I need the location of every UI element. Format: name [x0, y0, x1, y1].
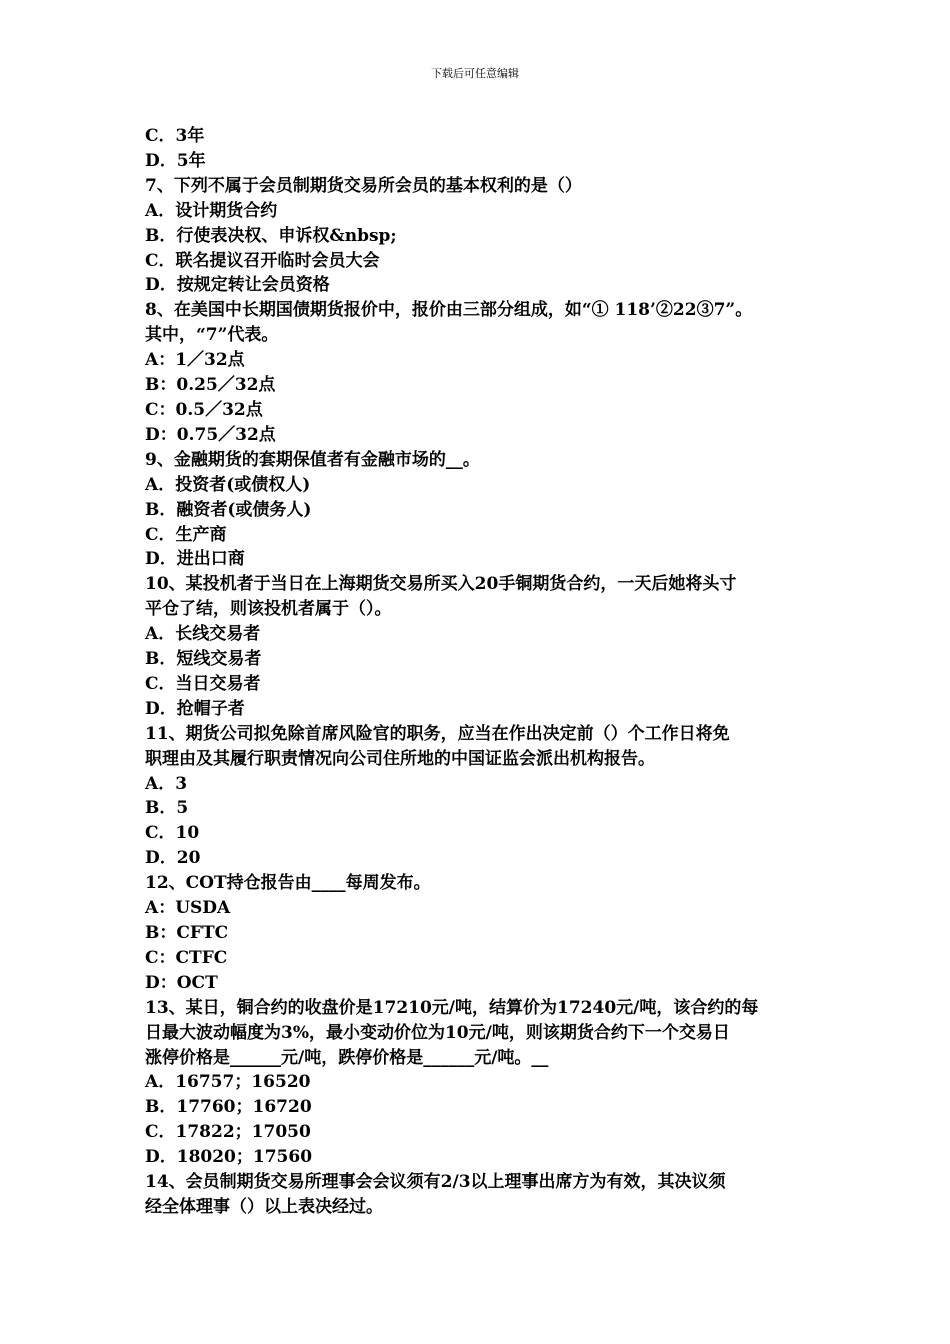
option-line: D．5年 [145, 150, 206, 171]
option-line: B：CFTC [145, 923, 229, 943]
option-line: D．18020；17560 [145, 1147, 313, 1168]
option-line: D：OCT [145, 972, 218, 993]
option-line: C．10 [145, 823, 200, 844]
question-14: 14、会员制期货交易所理事会会议须有2/3以上理事出席方为有效，其决议须 [145, 1172, 726, 1193]
option-line: C：0.5／32点 [145, 399, 263, 420]
option-line: C．17822；17050 [145, 1122, 311, 1143]
option-line: D．抢帽子者 [145, 698, 245, 719]
option-line: A．长线交易者 [145, 624, 261, 645]
option-line: B．17760；16720 [145, 1097, 312, 1118]
page-header [0, 66, 950, 82]
option-line: C．生产商 [145, 524, 227, 545]
option-line: C．联名提议召开临时会员大会 [145, 250, 380, 271]
header-note: 下载后可任意编辑 [431, 67, 519, 80]
option-line: A．16757；16520 [145, 1072, 311, 1093]
question-10: 10、某投机者于当日在上海期货交易所买入20手铜期货合约，一天后她将头寸 [145, 574, 737, 595]
question-8: 8、在美国中长期国债期货报价中，报价由三部分组成，如“① 118’②22③7”。 [145, 300, 753, 321]
question-8-continued: 其中，“7”代表。 [145, 325, 279, 346]
option-line: D：0.75／32点 [145, 424, 276, 445]
option-line: B．行使表决权、申诉权&nbsp; [145, 225, 397, 246]
question-13-continued: 日最大波动幅度为3%，最小变动价位为10元/吨，则该期货合约下一个交易日 [145, 1022, 730, 1043]
option-line: A．设计期货合约 [145, 200, 278, 221]
option-line: D．20 [145, 848, 201, 869]
question-13-continued: 涨停价格是______元/吨，跌停价格是______元/吨。__ [145, 1047, 549, 1068]
option-line: A．3 [145, 773, 188, 794]
question-12: 12、COT持仓报告由____每周发布。 [145, 873, 431, 894]
question-9: 9、金融期货的套期保值者有金融市场的__。 [145, 449, 480, 470]
option-line: A．投资者(或债权人) [145, 474, 311, 495]
option-line: C．3年 [145, 126, 205, 146]
question-14-continued: 经全体理事（）以上表决经过。 [145, 1196, 383, 1217]
document-body [145, 124, 810, 1220]
question-11-continued: 职理由及其履行职责情况向公司住所地的中国证监会派出机构报告。 [145, 748, 655, 769]
option-line: A：1／32点 [145, 350, 245, 371]
option-line: D．按规定转让会员资格 [145, 275, 330, 296]
question-10-continued: 平仓了结，则该投机者属于（）。 [145, 599, 392, 620]
question-13: 13、某日，铜合约的收盘价是17210元/吨，结算价为17240元/吨，该合约的每 [145, 997, 759, 1018]
question-7: 7、下列不属于会员制期货交易所会员的基本权利的是（） [145, 175, 582, 196]
option-line: B．融资者(或债务人) [145, 499, 312, 520]
option-line: C．当日交易者 [145, 673, 261, 694]
option-line: D．进出口商 [145, 549, 245, 570]
question-11: 11、期货公司拟免除首席风险官的职务，应当在作出决定前（）个工作日将免 [145, 723, 730, 744]
option-line: A：USDA [145, 898, 231, 919]
option-line: B．5 [145, 798, 189, 819]
option-line: B：0.25／32点 [145, 375, 276, 396]
option-line: C：CTFC [145, 947, 228, 968]
option-line: B．短线交易者 [145, 649, 262, 670]
